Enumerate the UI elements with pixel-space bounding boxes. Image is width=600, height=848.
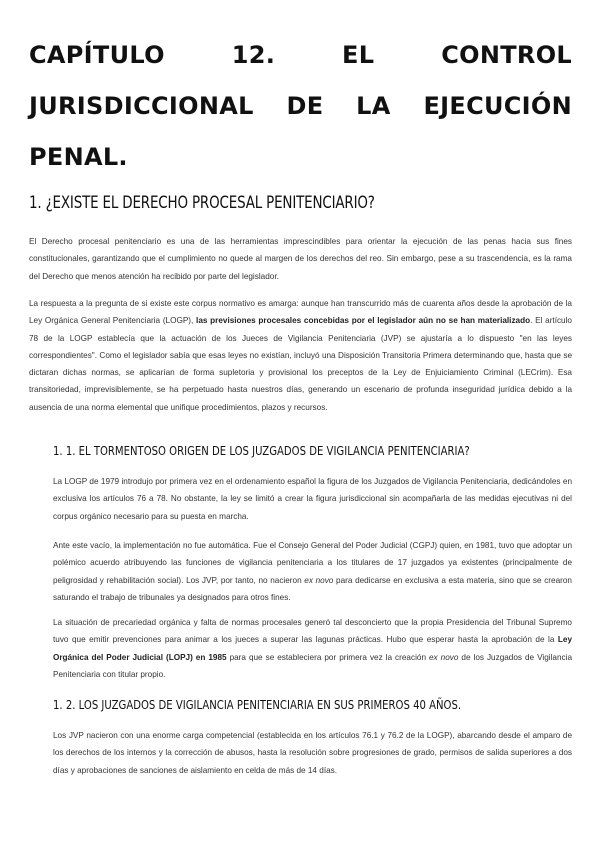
text-run: de los Juzgados de Vigilancia Penitenciaria con titular propio. (53, 652, 572, 679)
text-run: para dedicarse en exclusiva a esta materia, sino que se crearon saturando el trabajo de tribunales ya designados para otros fines. (53, 575, 572, 602)
text-run: La respuesta a la pregunta de si existe este corpus normativo es amarga: aunque han transcurrido más de cuarenta años desde la aprobación de la Ley Orgánica General Penitenciaria (LOGP), (29, 299, 572, 326)
bold-run: Ley Orgánica del Poder Judicial (LOPJ) en 1985 (53, 635, 572, 662)
section-heading-1-2: 1. 2. LOS JUZGADOS DE VIGILANCIA PENITENCIARIA EN SUS PRIMEROS 40 AÑOS. (53, 698, 462, 712)
text-run: La situación de precariedad orgánica y falta de normas procesales generó tal desconcierto que la propia Presidencia del Tribunal Supremo tuvo que emitir prevenciones para animar a los jueces a superar las lagunas prácticas. Hubo que esperar hasta la aprobación de la (53, 618, 572, 645)
italic-run: ex novo (304, 575, 334, 585)
text-run: Ante este vacío, la implementación no fue automática. Fue el Consejo General del Poder Judicial (CGPJ) quien, en 1981, tuvo que adoptar un polémico acuerdo atribuyendo las funciones de vigilancia penitenciaria a los titulares de 17 juzgados ya existentes (principalmente de peligrosidad y rehabilitación social). Los JVP, por tanto, no nacieron (53, 541, 572, 585)
section1-1-paragraph-1: La LOGP de 1979 introdujo por primera vez en el ordenamiento español la figura de los Juzgados de Vigilancia Penitenciaria, dedicándoles en exclusiva los artículos 76 a 78. No obstante, la ley se limitó a crear la figura jurisdiccional sin acompañarla de las medidas ejecutivas ni del corpus orgánico necesario para su puesta en marcha. (53, 477, 572, 521)
section1-2-paragraph-1: Los JVP nacieron con una enorme carga competencial (establecida en los artículos 76.1 y 76.2 de la LOGP), abarcando desde el amparo de los derechos de los internos y la corrección de abusos, hasta la resolución sobre progresiones de grado, permisos de salida superiores a dos días y aprobaciones de sanciones de aislamiento en celda de más de 14 días. (53, 731, 572, 775)
section-heading-1-1: 1. 1. EL TORMENTOSO ORIGEN DE LOS JUZGADOS DE VIGILANCIA PENITENCIARIA? (53, 444, 470, 458)
bold-run: las previsiones procesales concebidas por el legislador aún no se han materializado (196, 316, 531, 326)
italic-run: ex novo (429, 652, 459, 662)
section1-1-paragraph-3 (53, 614, 572, 683)
section1-paragraph-2 (29, 295, 572, 416)
chapter-title: CAPÍTULO 12. EL CONTROL JURISDICCIONAL DE LA EJECUCIÓN PENAL. (29, 41, 572, 171)
text-run: . El artículo 78 de la LOGP establecía que la actuación de los Jueces de Vigilancia Penitenciaria (JVP) se ajustaría a lo dispuesto "en las leyes correspondientes". Como el legislador sabía que esas leyes no existían, incluyó una Disposición Transitoria Primera determinando que, hasta que se dictaran dichas normas, se aplicarían de forma supletoria y provisional los preceptos de la Ley de Enjuiciamiento Criminal (LECrim). Esa transitoriedad, imprevisiblemente, se ha perpetuado hasta nuestros días, generando un escenario de profunda inseguridad jurídica debido a la ausencia de una norma elemental que unifique procedimientos, plazos y recursos. (29, 316, 572, 412)
text-run: para que se estableciera por primera vez la creación (226, 652, 429, 662)
section1-1-paragraph-2 (53, 537, 572, 606)
section-heading-1: 1. ¿EXISTE EL DERECHO PROCESAL PENITENCIARIO? (29, 193, 375, 213)
section1-paragraph-1: El Derecho procesal penitenciario es una de las herramientas imprescindibles para orientar la ejecución de las penas hacia sus fines constitucionales, garantizando que el cumplimiento no quede al margen de los derechos del reo. Sin embargo, pese a su trascendencia, es la rama del Derecho que menos atención ha recibido por parte del legislador. (29, 237, 572, 281)
